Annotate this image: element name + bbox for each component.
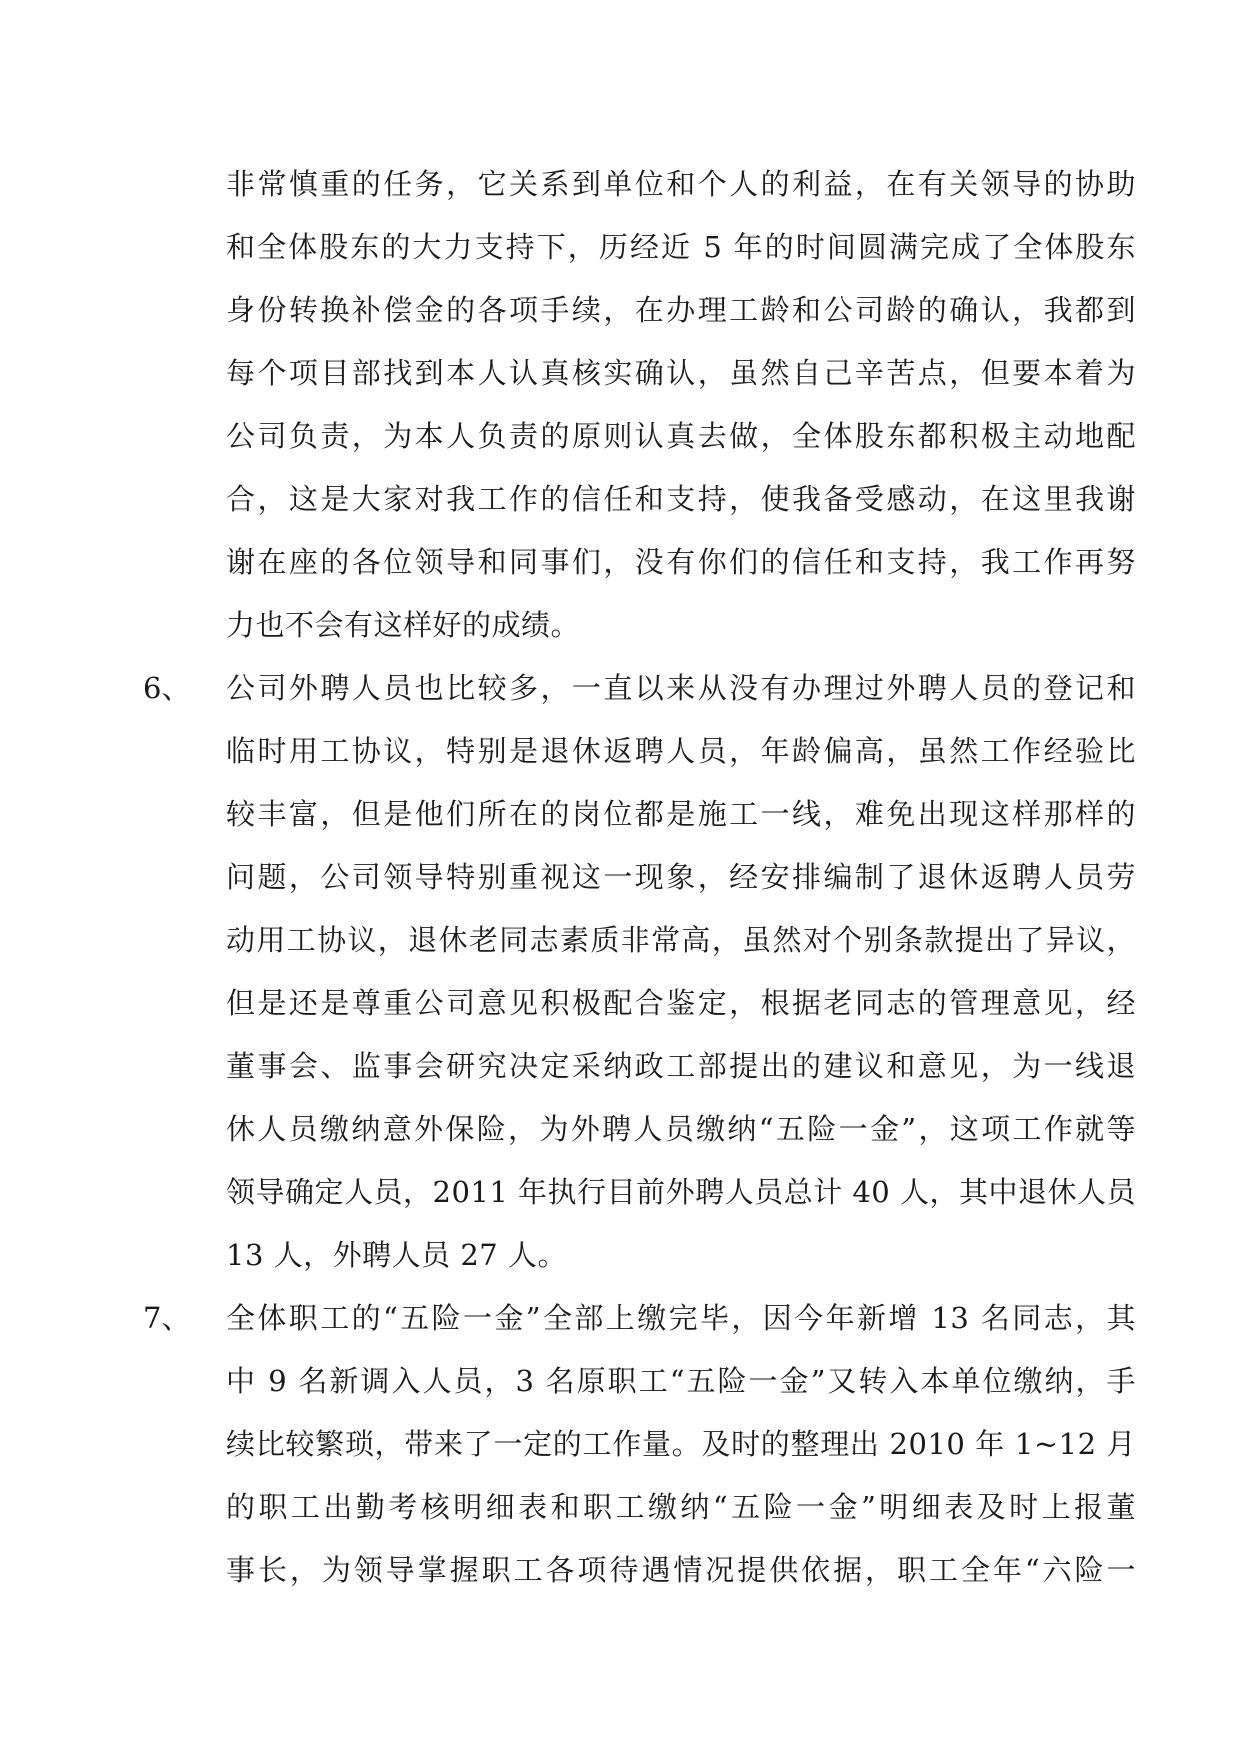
text-line: 较丰富，但是他们所在的岗位都是施工一线，难免出现这样那样的	[226, 797, 1136, 831]
text-line: 公司外聘人员也比较多，一直以来从没有办理过外聘人员的登记和	[226, 671, 1136, 705]
text-line: 临时用工协议，特别是退休返聘人员，年龄偏高，虽然工作经验比	[226, 734, 1136, 768]
text-line: 谢在座的各位领导和同事们，没有你们的信任和支持，我工作再努	[226, 545, 1136, 579]
document-body	[0, 153, 1241, 1602]
numbered-paragraph-6	[0, 657, 1241, 1287]
text-line: 续比较繁琐，带来了一定的工作量。及时的整理出 2010 年 1~12 月	[226, 1427, 1136, 1461]
paragraph-number: 7、	[143, 1301, 191, 1335]
text-line: 合，这是大家对我工作的信任和支持，使我备受感动，在这里我谢	[226, 482, 1136, 516]
text-line: 公司负责，为本人负责的原则认真去做，全体股东都积极主动地配	[226, 419, 1136, 453]
text-line: 中 9 名新调入人员，3 名原职工“五险一金”又转入本单位缴纳，手	[226, 1364, 1136, 1398]
text-line: 休人员缴纳意外保险，为外聘人员缴纳“五险一金”，这项工作就等	[226, 1112, 1136, 1146]
text-line: 非常慎重的任务，它关系到单位和个人的利益，在有关领导的协助	[226, 167, 1136, 201]
text-line: 问题，公司领导特别重视这一现象，经安排编制了退休返聘人员劳	[226, 860, 1136, 894]
text-line: 事长，为领导掌握职工各项待遇情况提供依据，职工全年“六险一	[226, 1553, 1136, 1587]
text-line: 动用工协议，退休老同志素质非常高，虽然对个别条款提出了异议，	[226, 923, 1136, 957]
text-line: 身份转换补偿金的各项手续，在办理工龄和公司龄的确认，我都到	[226, 293, 1136, 327]
text-line: 力也不会有这样好的成绩。	[226, 608, 581, 642]
paragraph-number: 6、	[143, 671, 191, 705]
text-line: 和全体股东的大力支持下，历经近 5 年的时间圆满完成了全体股东	[226, 230, 1136, 264]
text-line: 领导确定人员，2011 年执行目前外聘人员总计 40 人，其中退休人员	[226, 1175, 1136, 1209]
text-line: 的职工出勤考核明细表和职工缴纳“五险一金”明细表及时上报董	[226, 1490, 1136, 1524]
numbered-paragraph-7	[0, 1287, 1241, 1602]
text-line: 但是还是尊重公司意见积极配合鉴定，根据老同志的管理意见，经	[226, 986, 1136, 1020]
text-line: 董事会、监事会研究决定采纳政工部提出的建议和意见，为一线退	[226, 1049, 1136, 1083]
text-line: 13 人，外聘人员 27 人。	[226, 1238, 567, 1272]
text-line: 每个项目部找到本人认真核实确认，虽然自己辛苦点，但要本着为	[226, 356, 1136, 390]
text-line: 全体职工的“五险一金”全部上缴完毕，因今年新增 13 名同志，其	[226, 1301, 1136, 1335]
paragraph-continuation	[0, 153, 1241, 657]
